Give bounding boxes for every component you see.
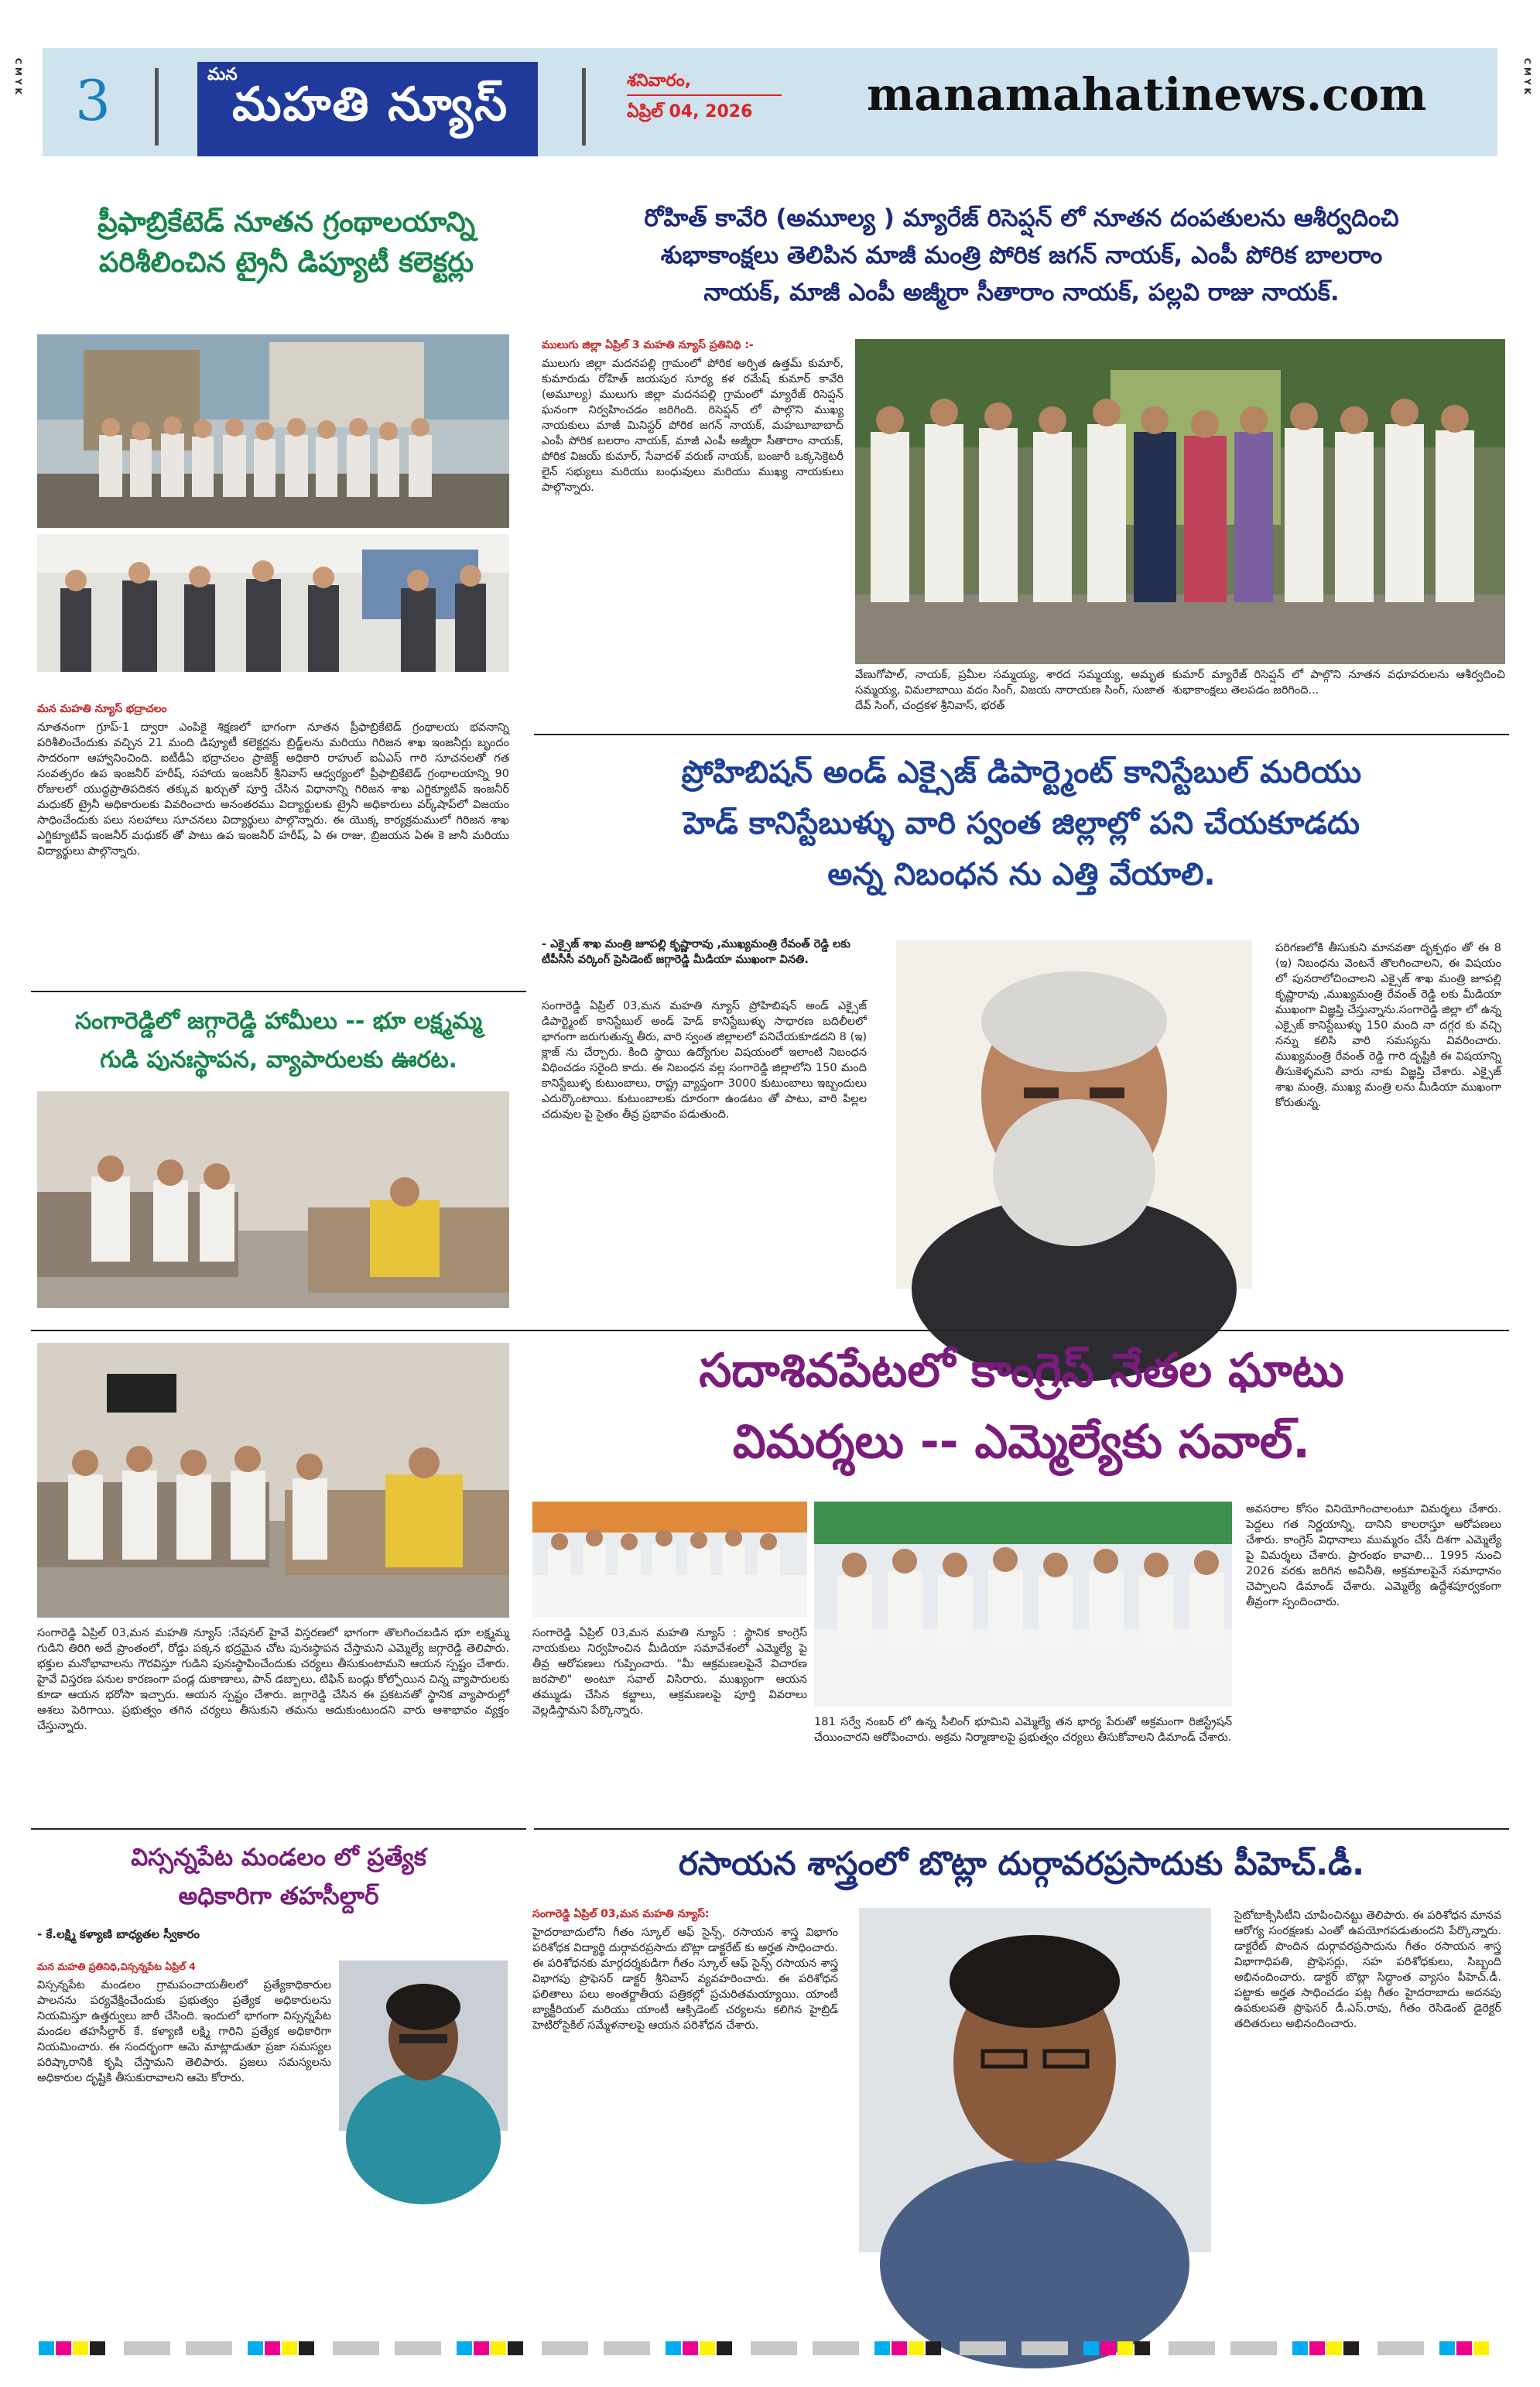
article1-photo-interior	[37, 534, 509, 672]
article5-headline: సదాశివపేటలో కాంగ్రెస్ నేతల ఘాటు విమర్శలు -- ఎమ్మెల్యేకు సవాల్.	[699, 1344, 1344, 1469]
article7-body-right: సైటోటాక్సిసిటీని చూపించినట్టు తెలిపారు. ఈ పరిశోధన మానవ ఆరోగ్య సంరక్షణకు ఎంతో ఉపయోగపడుతుందని పేర్కొన్నారు. డాక్టరేట్ పొందిన దుర్గావరప్రసాదును గీతం రసాయన శాస్త్ర విభాగాధిపతి, ప్రొఫెసర్లు, సహ పరిశోధకులు, సిబ్బంది అభినందించారు. డాక్టర్ బొట్లా సిద్ధాంత వ్యాసం పీహెచ్.డీ. పట్టాకు అర్హత సాధించడం పట్ల గీతం హైదరాబాదు అదనపు ఉపకులపతి ప్రొఫెసర్ డీ.ఎస్.రావు, గీతం రెసిడెంట్ డైరెక్టర్ తదితరులు అభినందించారు.	[1234, 1909, 1501, 2030]
article7-headline: రసాయన శాస్త్రంలో బొట్లా దుర్గావరప్రసాదుకు పీహెచ్.డీ.	[678, 1844, 1365, 1882]
print-color-bar	[39, 2341, 1501, 2355]
article4-headline: సంగారెడ్డిలో జగ్గారెడ్డి హామీలు -- భూ లక్ష్మమ్మ గుడి పునఃస్థాపన, వ్యాపారులకు ఊరట.	[74, 1008, 483, 1074]
logo-title: మహతి న్యూస్	[232, 77, 509, 132]
article5-photo-left	[532, 1502, 807, 1618]
article3-body-right: పరిగణలోకి తీసుకుని మానవతా దృక్పథం తో ఈ 8 (ఇ) నిబంధను వెంటనే తొలగించాలని, ఈ విషయం లో పునరాలోచించాలని ఎక్సైజ్ శాఖ మంత్రి జూపల్లి కృష్ణారావు ,ముఖ్యమంత్రి రేవంత్ రెడ్డి లకు మీడియా ముఖంగా విజ్ఞప్తి చేస్తున్నాను.సంగారెడ్డి జిల్లా లో ఉన్న ఎక్సైజ్ కానిస్టేబుళ్ళు 150 మంది నా దగ్గర కు వచ్చి నన్ను కలిసి వారి సమస్యను వివరించారు. ముఖ్యమంత్రి రేవంత్ రెడ్డి గారి దృష్టికి ఈ విషయాన్ని తీసుకెళ్ళమని వారు నాకు విజ్ఞప్తి చేశారు. ఎక్సైజ్ శాఖ మంత్రి, ముఖ్య మంత్రి లను మీడియా ముఖంగా కోరుతున్న.	[1275, 942, 1501, 1109]
article2-caption-left: వేణుగోపాల్, నాయక్, ప్రమీల సమ్మయ్య, శారద సమ్మయ్య, అమృత సమ్మయ్య, విమలాబాయి వదం సింగ్, విజయ నారాయణ సింగ్, సుజాత దేవ్ సింగ్, చంద్రకళ శ్రీనివాస్, భరత్	[855, 669, 1165, 712]
article6-portrait-photo	[339, 1961, 508, 2131]
date-underline	[627, 94, 782, 96]
logo-prefix: మన	[207, 65, 238, 84]
article3-headline: ప్రోహిబిషన్ అండ్ ఎక్సైజ్ డిపార్ట్మెంట్ కానిస్టేబుల్ మరియు హెడ్ కానిస్టేబుళ్ళు వారి స్వంత జిల్లాల్లో పని చేయకూడదు అన్న నిబంధన ను ఎత్తి వేయాలి.	[681, 755, 1362, 892]
masthead-divider	[155, 68, 159, 146]
article5-caption: 181 సర్వే నంబర్ లో ఉన్న సీలింగ్ భూమిని ఎమ్మెల్యే తన భార్య పేరుతో అక్రమంగా రిజిస్ట్రేషన్ చేయించారని ఆరోపించారు. అక్రమ నిర్మాణాలపై ప్రభుత్వం చర్యలు తీసుకోవాలని డిమాండ్ చేశారు.	[814, 1716, 1232, 1744]
article4-body: సంగారెడ్డి ఏప్రిల్ 03,మన మహతి న్యూస్ :నేషనల్ హైవే విస్తరణలో భాగంగా తొలగించబడిన భూ లక్ష్మమ్మ గుడిని తిరిగి అదే ప్రాంతంలో, రోడ్డు పక్కన భద్రమైన చోట పునఃస్థాపన చేస్తామని ఎమ్మెల్యే జగ్గారెడ్డి తెలిపారు. భక్తుల మనోభావాలను గౌరవిస్తూ గుడిని పునఃస్థాపించేందుకు చర్యలు తీసుకుంటామని ఆయన స్పష్టం చేశారు. హైవే విస్తరణ పనుల కారణంగా పండ్ల దుకాణాలు, పాన్ డబ్బాలు, టిఫిన్ బండ్లు కోల్పోయిన చిన్న వ్యాపారులకు కూడా ఆయన భరోసా ఇచ్చారు. ఆయన స్పష్టం చేశారు. జగ్గారెడ్డి చేసిన ఈ ప్రకటనతో స్థానిక వ్యాపారుల్లో ఆశలు పెరిగాయి. ప్రభుత్వం తగిన చర్యలు తీసుకుని తమను ఆదుకుంటుందని వారు ఆశాభావం వ్యక్తం చేస్తున్నారు.	[37, 1627, 509, 1732]
article7-byline: సంగారెడ్డి ఏప్రిల్ 03,మన మహతి న్యూస్:	[532, 1908, 710, 1920]
article6-body: విస్సన్నపేట మండలం గ్రామపంచాయతీలలో ప్రత్యేకాధికారుల పాలనను పర్యవేక్షించేందుకు ప్రభుత్వం ప్రత్యేక అధికారులను నియమిస్తూ ఉత్తర్వులు జారీ చేసింది. ఇందులో భాగంగా విస్సన్నపేట మండల తహసీల్దార్ కే. కళ్యాణి లక్ష్మి గారిని ప్రత్యేక అధికారిగా నియమించారు. ఈ సందర్భంగా ఆమె మాట్లాడుతూ ప్రజా సమస్యల పరిష్కారానికి కృషి చేస్తామని తెలిపారు. ప్రజలు సమస్యలను అధికారుల దృష్టికి తీసుకురావాలని ఆమె కోరారు.	[37, 1979, 331, 2084]
section-divider	[534, 734, 1509, 735]
article4-photo-meeting	[37, 1091, 509, 1308]
section-divider	[31, 991, 526, 992]
article2-body: ములుగు జిల్లా మదనపల్లి గ్రామంలో పోరిక అర్పిత ఉత్తమ్ కుమార్, కుమారుడు రోహిత్ జయపుర సూర్య కళ రమేష్ కుమార్ కావేరి (అమూల్య) ములుగు జిల్లా మదనపల్లి గ్రామంలో మ్యారేజ్ రిసెప్షన్ ఘనంగా నిర్వహించడం జరిగింది. రిసెప్షన్ లో పాల్గొని ముఖ్య నాయకులు మాజీ మినిస్టర్ పోరిక జగన్ నాయక్, మహబూబాబాద్ ఎంపీ పోరిక బలరాం నాయక్, మాజీ ఎంపీ అజ్మీరా సీతారాం నాయక్, పోరిక విజయ్ కుమార్, సేవాదళ్ వరుణ్ నాయక్, బంజారీ ఒక్కసెక్రెటరీ లైన్ సభ్యులు మరియు బంధువులు మరియు ముఖ్య నాయకులు పాల్గొన్నారు.	[542, 358, 844, 494]
issue-date: ఏప్రిల్ 04, 2026	[627, 102, 753, 122]
article2-headline: రోహిత్ కావేరి (అమూల్య ) మ్యారేజ్ రిసెప్షన్ లో నూతన దంపతులను ఆశీర్వదించి శుభాకాంక్షలు తెలిపిన మాజీ మంత్రి పోరిక జగన్ నాయక్, ఎంపీ పోరిక బాలరాం నాయక్, మాజీ ఎంపీ అజ్మీరా సీతారాం నాయక్, పల్లవి రాజు నాయక్.	[644, 204, 1399, 307]
article7-body: హైదరాబాదులోని గీతం స్కూల్ ఆఫ్ సైన్స్, రసాయన శాస్త్ర విభాగం పరిశోధక విద్యార్థి దుర్గావరప్రసాదు బొట్లా డాక్టరేట్ కు అర్హత సాధించారు. ఈ పరిశోధనకు మార్గదర్శకుడిగా గీతం స్కూల్ ఆఫ్ సైన్స్ రసాయన శాస్త్ర విభాగపు ప్రొఫెసర్ డాక్టర్ శ్రీనివాస్ వ్యవహరించారు. ఈ పరిశోధన ఫలితాలు పలు అంతర్జాతీయ పత్రికల్లో ప్రచురితమయ్యాయి. యాంటీ బ్యాక్టీరియల్ మరియు యాంటీ ఆక్సిడెంట్ చర్యలను కలిగిన హైబ్రిడ్ హెటిరోసైకిల్ సమ్మేళనాలపై ఆయన పరిశోధన చేశారు.	[532, 1926, 838, 2032]
website-url[interactable]: manamahatinews.com	[867, 68, 1427, 121]
section-divider	[31, 1828, 526, 1830]
article4-photo-group	[37, 1343, 509, 1618]
article5-photo-right	[814, 1502, 1232, 1707]
article7-portrait-photo	[859, 1908, 1211, 2252]
article3-intro: - ఎక్సైజ్ శాఖ మంత్రి జూపల్లి కృష్ణారావు ,ముఖ్యమంత్రి రేవంత్ రెడ్డి లకు టీపీసీసీ వర్కింగ్ ప్రెసిడెంట్ జగ్గారెడ్డి మీడియా ముఖంగా వినతి.	[542, 938, 850, 966]
article6-intro: - కే.లక్ష్మి కళ్యాణి బాధ్యతల స్వీకారం	[37, 1927, 200, 1941]
article5-body-right: అవసరాల కోసం వినియోగించాలంటూ విమర్శలు చేశారు. పెద్దలు గత నిర్ణయాన్ని, దానిని కాలరాస్తూ ఆరోపణలు చేశారు. కాంగ్రెస్ విధానాలు ముమ్మరం చేసే దిశగా ఎమ్మెల్యే పై విమర్శలు చేశారు. ప్రారంభం కావాలి... 1995 నుంచి 2026 వరకు జరిగిన అవినీతి, అక్రమాలపైనే సమాధానం చెప్పాలని డిమాండ్ చేశారు. ఎమ్మెల్యే ఉద్దేశపూర్వకంగా తీవ్రంగా స్పందించారు.	[1246, 1503, 1501, 1608]
article3-body: సంగారెడ్డి ఏప్రిల్ 03,మన మహతి న్యూస్ ప్రోహిబిషన్ అండ్ ఎక్సైజ్ డిపార్ట్మెంట్ కానిస్టేబుల్ అండ్ హెడ్ కానిస్టేబుళ్ళు సాధారణ బదిలీలలో భాగంగా జరుగుతున్న తీరు, వారి స్వంత జిల్లాలలో పనిచేయకూడదని 8 (ఇ) క్లాజ్ ను చేర్చారు. కింది స్థాయి ఉద్యోగుల విషయంలో ఇలాంటి నిబంధన విధించడం సరైంది కాదు. ఈ నిబంధన వల్ల సంగారెడ్డి జిల్లాలోని 150 మంది కానిస్టేబుళ్ళ కుటుంబాలు, రాష్ట్ర వ్యాప్తంగా 3000 కుటుంబాలు ఇబ్బందులు ఎదుర్కొంటాయి. కుటుంబాలకు దూరంగా ఉండటం తో పాటు, వారి పిల్లల చదువుల పై సైతం తీవ్ర ప్రభావం పడుతుంది.	[542, 1000, 867, 1121]
article2-byline: ములుగు జిల్లా ఏప్రిల్ 3 మహతి న్యూస్ ప్రతినిధి :-	[542, 339, 754, 351]
registration-mark-left: C M Y K	[13, 58, 23, 94]
article1-body: నూతనంగా గ్రూప్-1 ద్వారా ఎంపికై శిక్షణలో భాగంగా నూతన ప్రీఫాబ్రికేటెడ్ గ్రంథాలయ భవనాన్ని పరిశీలించేందుకు వచ్చిన 21 మంది డిప్యూటీ కలెక్టర్లను బ్రిడ్జ్‌లను మరియు గిరిజన శాఖ ఇంజనీర్లు బృందం సాదరంగా ఆహ్వానించింది. ఐటీడీఏ భద్రాచలం ప్రాజెక్ట్ అధికారి రాహుల్ ఐఏఎస్ గారి సూచనలతో గత సంవత్సరం ఉప ఇంజనీర్ హరీష్, సహాయ ఇంజనీర్ శ్రీనివాస్ ఆధ్వర్యంలో ప్రీఫాబ్రికేటెడ్ గ్రంథాలయాన్ని 90 రోజులలో యుద్ధప్రాతిపదికన తక్కువ ఖర్చుతో పూర్తి చేసిన విధానాన్ని గిరిజన శాఖ ఎగ్జిక్యూటివ్ ఇంజనీర్ మధుకర్ ట్రైనీ అధికారులకు వివరించారు అనంతరము విద్యార్థులకు ట్రైనీ అధికారులు వర్క్‌షాప్‌లో విజయం సాధించేందుకు పలు సలహాలు సూచనలు విద్యార్థులు పాల్గొన్నారు. ఈ యొక్క కార్యక్రమములో గిరిజన శాఖ ఎగ్జిక్యూటివ్ ఇంజనీర్ మధుకర్ తో పాటు ఉప ఇంజనీర్ హరీష్, ఏ ఈ రాజు, బ్రిజయన ఏఈ కె జానీ మరియు విద్యార్థులు పాల్గొన్నారు.	[37, 721, 509, 858]
article3-portrait-photo	[896, 940, 1252, 1289]
article6-headline: విస్సన్నపేట మండలం లో ప్రత్యేక అధికారిగా తహసీల్దార్	[131, 1844, 426, 1910]
article2-caption-right: కుమార్ మ్యారేజ్ రిసెప్షన్ లో పాల్గొని నూతన వధూవరులను ఆశీర్వదించి శుభాకాంక్షలు తెలపడం జరిగింది...	[1172, 669, 1505, 697]
article2-photo-reception	[855, 339, 1505, 664]
article1-byline: మన మహతి న్యూస్ భద్రాచలం	[37, 703, 167, 715]
issue-day: శనివారం,	[627, 71, 692, 91]
article1-photo-group	[37, 334, 509, 528]
article6-byline: మన మహతి ప్రతినిధి,విస్సన్నపేట ఏప్రిల్ 4	[37, 1961, 196, 1972]
article5-body: సంగారెడ్డి ఏప్రిల్ 03,మన మహతి న్యూస్ : స్థానిక కాంగ్రెస్ నాయకులు నిర్వహించిన మీడియా సమావేశంలో ఎమ్మెల్యే పై తీవ్ర ఆరోపణలు గుప్పించారు. "మీ ఆక్రమణలపైనే విచారణ జరపాలి" అంటూ సవాల్ విసిరారు. ముఖ్యంగా ఆయన తమ్ముడు చేసిన కబ్జాలు, ఆక్రమణలపై పూర్తి వివరాలు వెల్లడిస్తామని పేర్కొన్నారు.	[532, 1627, 807, 1717]
section-divider	[534, 1828, 1509, 1830]
masthead-divider	[582, 68, 586, 146]
section-divider	[31, 1330, 1509, 1331]
article1-headline: ప్రీఫాబ్రికేటెడ్ నూతన గ్రంథాలయాన్ని పరిశీలించిన ట్రైనీ డిప్యూటీ కలెక్టర్లు	[98, 207, 475, 279]
registration-mark-right: C M Y K	[1522, 58, 1532, 94]
page-number: 3	[75, 68, 111, 133]
